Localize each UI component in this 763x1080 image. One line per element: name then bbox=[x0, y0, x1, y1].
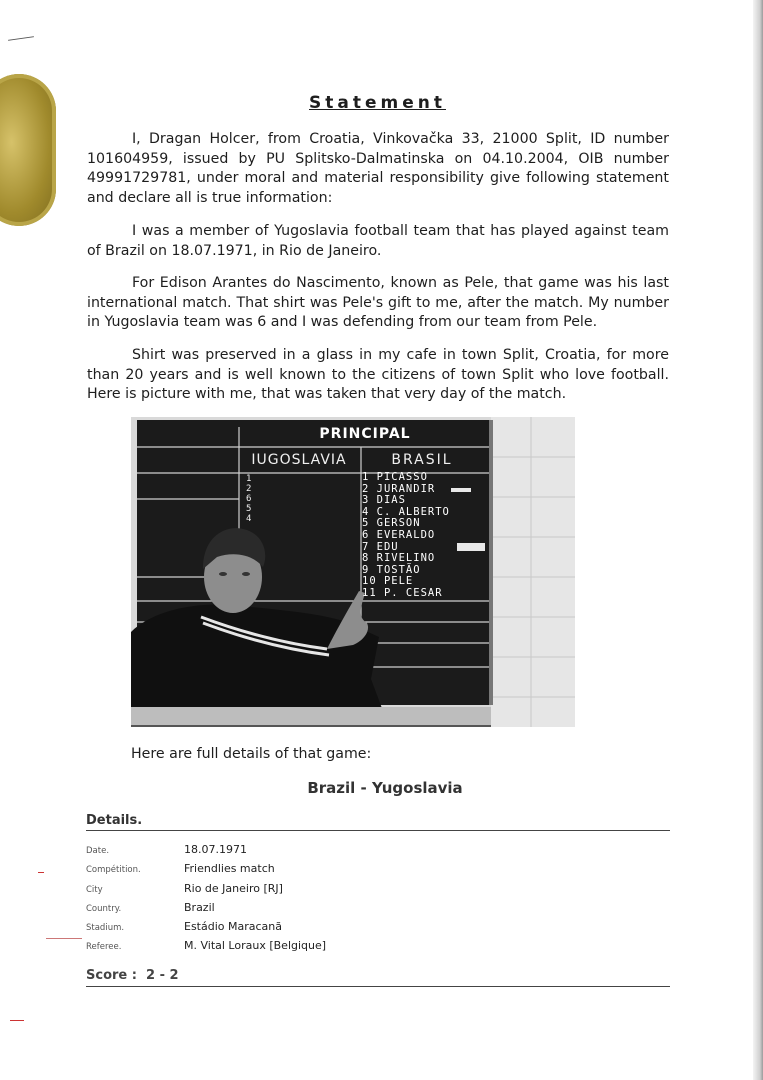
board-player: 9 TOSTÃO bbox=[362, 563, 421, 576]
board-left-number: 6 bbox=[246, 494, 252, 504]
board-player: 4 C. ALBERTO bbox=[362, 505, 450, 518]
match-title: Brazil - Yugoslavia bbox=[307, 779, 463, 797]
details-label: Compétition. bbox=[86, 865, 141, 876]
details-value: Friendlies match bbox=[184, 862, 275, 876]
details-row bbox=[86, 920, 670, 939]
details-value: Brazil bbox=[184, 900, 215, 914]
scanned-page-edge bbox=[753, 0, 763, 1080]
details-value: M. Vital Loraux [Belgique] bbox=[184, 939, 327, 953]
details-heading: Details. bbox=[86, 813, 143, 828]
board-left-number: 5 bbox=[246, 504, 252, 514]
scan-mark bbox=[10, 1020, 24, 1021]
details-divider bbox=[86, 830, 670, 831]
details-intro: Here are full details of that game: bbox=[131, 746, 372, 762]
board-player: 10 PELE bbox=[362, 575, 414, 588]
board-player: 5 GERSON bbox=[362, 517, 421, 530]
score-line bbox=[86, 968, 179, 983]
statement-title: Statement bbox=[309, 93, 446, 113]
score-value: 2 - 2 bbox=[146, 968, 179, 983]
details-label: Referee. bbox=[86, 942, 122, 953]
board-left-numbers bbox=[246, 474, 251, 524]
scan-mark bbox=[46, 938, 82, 939]
paragraph-pele-shirt: For Edison Arantes do Nascimento, known as Pele, that game was his last international match. That shirt was Pele's gift to me, after the match. My number in Yugoslavia team was 6 and I was defending from our team from Pele. bbox=[87, 275, 669, 331]
details-value: Estádio Maracanã bbox=[184, 920, 282, 934]
score-label: Score : bbox=[86, 968, 137, 983]
board-player: 1 PICASSO bbox=[362, 471, 428, 483]
details-row bbox=[86, 939, 670, 958]
details-label: Stadium. bbox=[86, 923, 125, 934]
details-value: 18.07.1971 bbox=[184, 843, 247, 856]
details-table bbox=[86, 843, 670, 959]
details-row bbox=[86, 882, 670, 901]
board-team-left: IUGOSLAVIA bbox=[251, 452, 347, 468]
board-player: 8 RIVELINO bbox=[362, 552, 436, 565]
details-value: Rio de Janeiro [RJ] bbox=[184, 881, 283, 895]
paragraph-shirt-preserved: Shirt was preserved in a glass in my cafe in town Split, Croatia, for more than 20 years and is well known to the citizens of town Split who love football. Here is picture with me, that was taken that very day of the match. bbox=[87, 347, 669, 403]
details-label: Date. bbox=[86, 846, 110, 856]
board-left-number: 2 bbox=[246, 484, 252, 494]
scan-mark bbox=[8, 36, 34, 41]
paragraph-identity: I, Dragan Holcer, from Croatia, Vinkovačka 33, 21000 Split, ID number 101604959, issued by PU Splitsko-Dalmatinska on 04.10.2004, OIB number 49991729781, under moral and material responsibility give following statement and declare all is true information: bbox=[87, 131, 669, 206]
board-player: 11 P. CESAR bbox=[362, 586, 443, 599]
details-label: City bbox=[86, 884, 103, 895]
details-row bbox=[86, 862, 670, 881]
board-title: PRINCIPAL bbox=[319, 426, 411, 442]
details-row bbox=[86, 843, 670, 862]
paragraph-team-member: I was a member of Yugoslavia football team that has played against team of Brazil on 18.07.1971, in Rio de Janeiro. bbox=[87, 223, 669, 259]
details-row bbox=[86, 901, 670, 920]
board-player: 3 DIAS bbox=[362, 494, 406, 507]
score-divider bbox=[86, 986, 670, 987]
board-player: 6 EVERALDO bbox=[362, 528, 436, 541]
board-player-list bbox=[362, 472, 450, 600]
board-player: 2 JURANDIR bbox=[362, 482, 436, 495]
board-left-number: 1 bbox=[246, 474, 252, 484]
details-label: Country. bbox=[86, 903, 122, 914]
board-left-number: 4 bbox=[246, 514, 252, 524]
board-team-right: BRASIL bbox=[391, 452, 453, 468]
board-player: 7 EDU bbox=[362, 540, 399, 553]
scan-mark bbox=[38, 872, 44, 873]
